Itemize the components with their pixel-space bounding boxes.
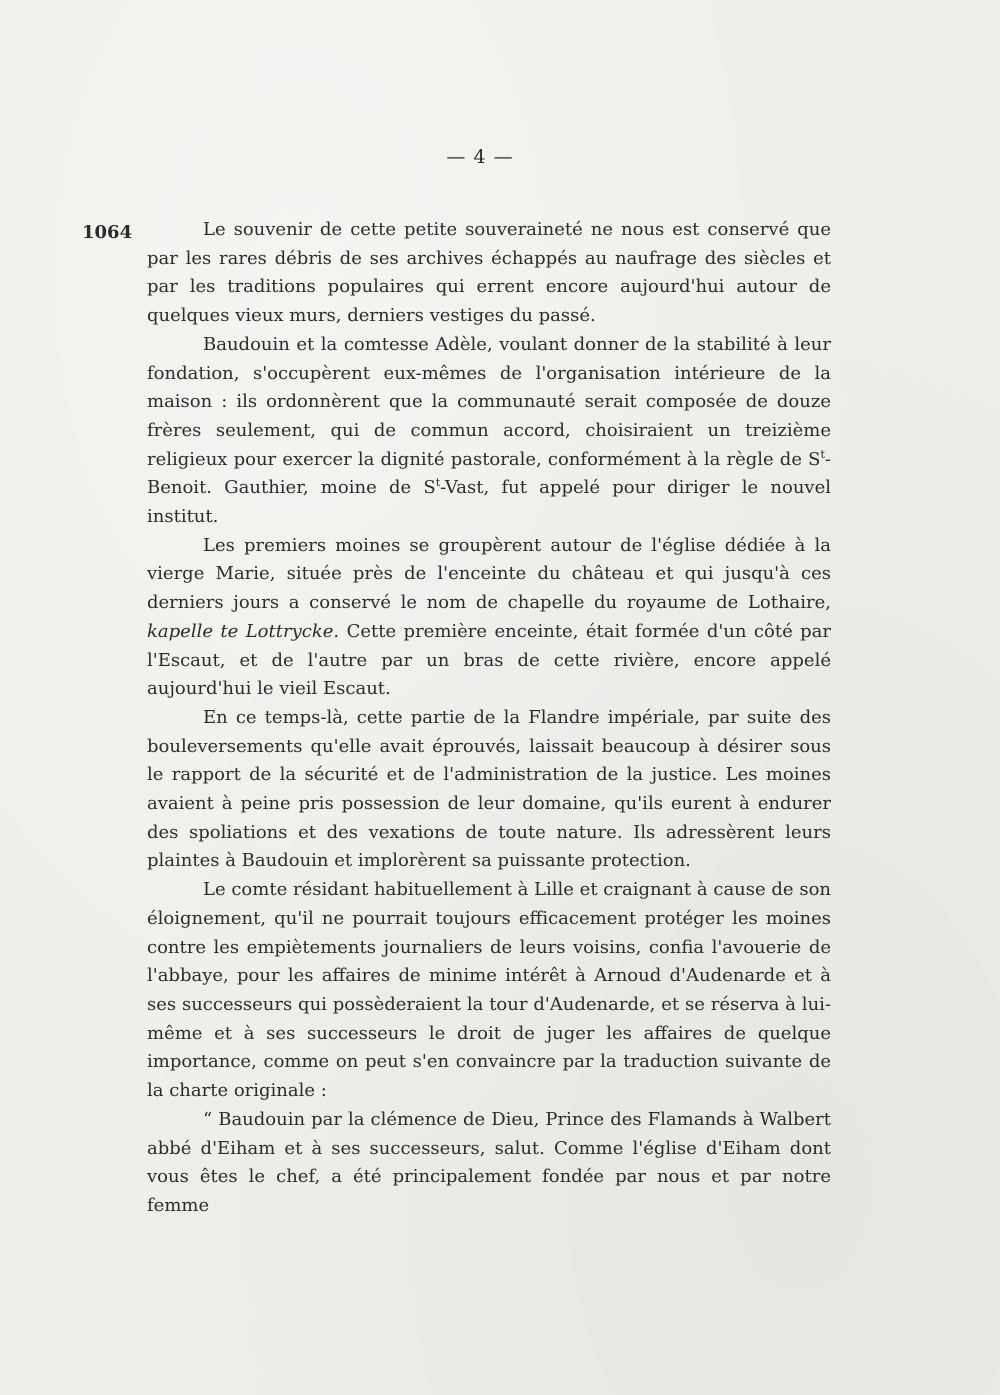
paragraph-2-part-c: -Vast, fut appelé pour diriger le nouvel institut.: [147, 477, 832, 528]
body-text: [147, 216, 831, 1221]
charter-quote: “ Baudouin par la clémence de Dieu, Prince des Flamands à Walbert abbé d'Eiham et à ses successeurs, salut. Comme l'église d'Eiham dont vous êtes le chef, a été principalement fondée par nous et par notre femme: [147, 1108, 831, 1216]
paragraph-2: [147, 331, 831, 532]
flemish-name: kapelle te Lottrycke.: [147, 620, 340, 642]
paragraph-3-part-b: Cette première enceinte, était formée d'un côté par l'Escaut, et de l'autre par un bras de cette rivière, encore appelé aujourd'hui le vieil Escaut.: [147, 620, 832, 700]
superscript-t: t: [435, 476, 441, 490]
paragraph-3: [147, 532, 831, 704]
page-number: — 4 —: [446, 146, 514, 168]
paragraph-4: En ce temps-là, cette partie de la Flandre impériale, par suite des bouleversements qu'elle avait éprouvés, laissait beaucoup à désirer sous le rapport de la sécurité et de l'administration de la justice. Les moines avaient à peine pris possession de leur domaine, qu'ils eurent à endurer des spoliations et des vexations de toute nature. Ils adressèrent leurs plaintes à Baudouin et implorèrent sa puissante protection.: [147, 706, 831, 872]
paragraph-5: Le comte résidant habituellement à Lille et craignant à cause de son éloignement, qu'il ne pourrait toujours efficacement protéger les moines contre les empiètements journaliers de leurs voisins, confia l'avouerie de l'abbaye, pour les affaires de minime intérêt à Arnoud d'Audenarde et à ses successeurs qui possèderaient la tour d'Audenarde, et se réserva à lui-même et à ses successeurs le droit de juger les affaires de quelque importance, comme on peut s'en convaincre par la traduction suivante de la charte originale :: [147, 879, 831, 1102]
margin-year-note: 1064: [82, 222, 133, 243]
paragraph-3-part-a: Les premiers moines se groupèrent autour de l'église dédiée à la vierge Marie, située près de l'enceinte du château et qui jusqu'à ces derniers jours a conservé le nom de chapelle du royaume de Lothaire,: [147, 534, 831, 614]
paragraph-1: Le souvenir de cette petite souveraineté ne nous est conservé que par les rares débris de ses archives échappés au naufrage des siècles et par les traditions populaires qui errent encore aujourd'hui autour de quelques vieux murs, derniers vestiges du passé.: [147, 219, 831, 327]
paragraph-2-part-a: Baudouin et la comtesse Adèle, voulant donner de la stabilité à leur fondation, s'occupèrent eux-mêmes de l'organisation intérieure de la maison : ils ordonnèrent que la communauté serait composée de douze frères seulement, qui de commun accord, choisiraient un treizième religieux pour exercer la dignité pastorale, conformément à la règle de S: [147, 333, 831, 470]
paragraph-2-part-b: -Benoit. Gauthier, moine de S: [147, 448, 831, 499]
superscript-t: t: [820, 447, 825, 461]
